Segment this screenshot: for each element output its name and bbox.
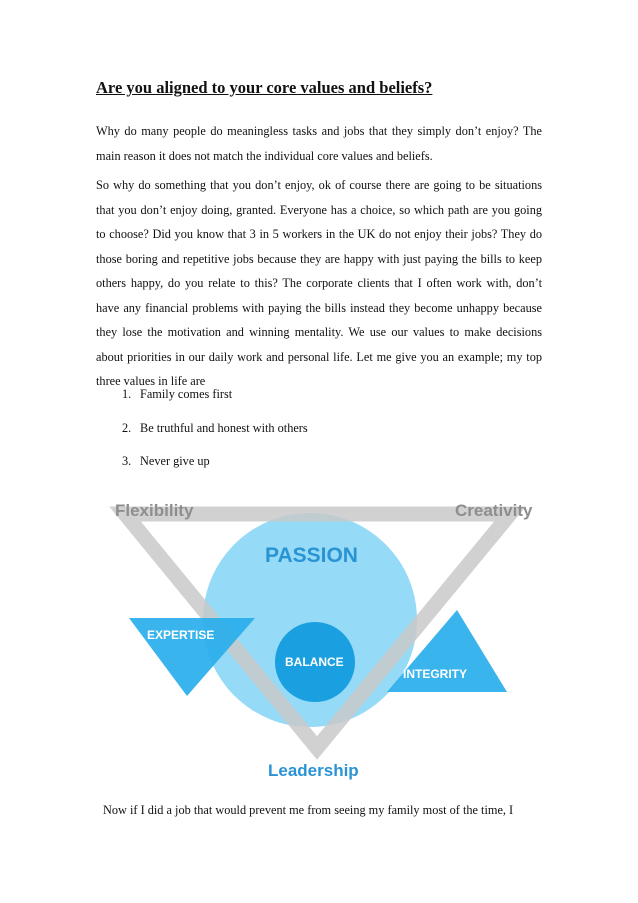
passion-label: PASSION (265, 544, 358, 567)
integrity-label: INTEGRITY (403, 667, 468, 681)
values-diagram (105, 490, 545, 790)
list-item: 3. Never give up (122, 454, 210, 468)
page-title: Are you aligned to your core values and beliefs? (96, 78, 433, 97)
balance-label: BALANCE (285, 655, 344, 669)
leadership-label: Leadership (268, 761, 359, 780)
creativity-label: Creativity (455, 501, 533, 520)
list-item: 1. Family comes first (122, 387, 233, 401)
intro-paragraph: Why do many people do meaningless tasks and jobs that they simply don’t enjoy? The main reason it does not match the individual core values and beliefs. (96, 124, 542, 163)
expertise-label: EXPERTISE (147, 628, 215, 642)
list-item: 2. Be truthful and honest with others (122, 421, 308, 435)
closing-line: Now if I did a job that would prevent me from seeing my family most of the time, I (103, 803, 514, 817)
body-paragraph: So why do something that you don’t enjoy, ok of course there are going to be situations that you don’t enjoy doing, granted. Everyone has a choice, so which path are you going to choose? Did you know that 3 in 5 workers in the UK do not enjoy their jobs? They do those boring and repetitive jobs because they are happy with just paying the bills to keep others happy, do you relate to this? The corporate clients that I often work with, don’t have any financial problems with paying the bills instead they become unhappy because they lose the motivation and winning mentality. We use our values to make decisions about priorities in our daily work and personal life. Let me give you an example; my top three values in life are (96, 178, 542, 388)
flexibility-label: Flexibility (115, 501, 194, 520)
